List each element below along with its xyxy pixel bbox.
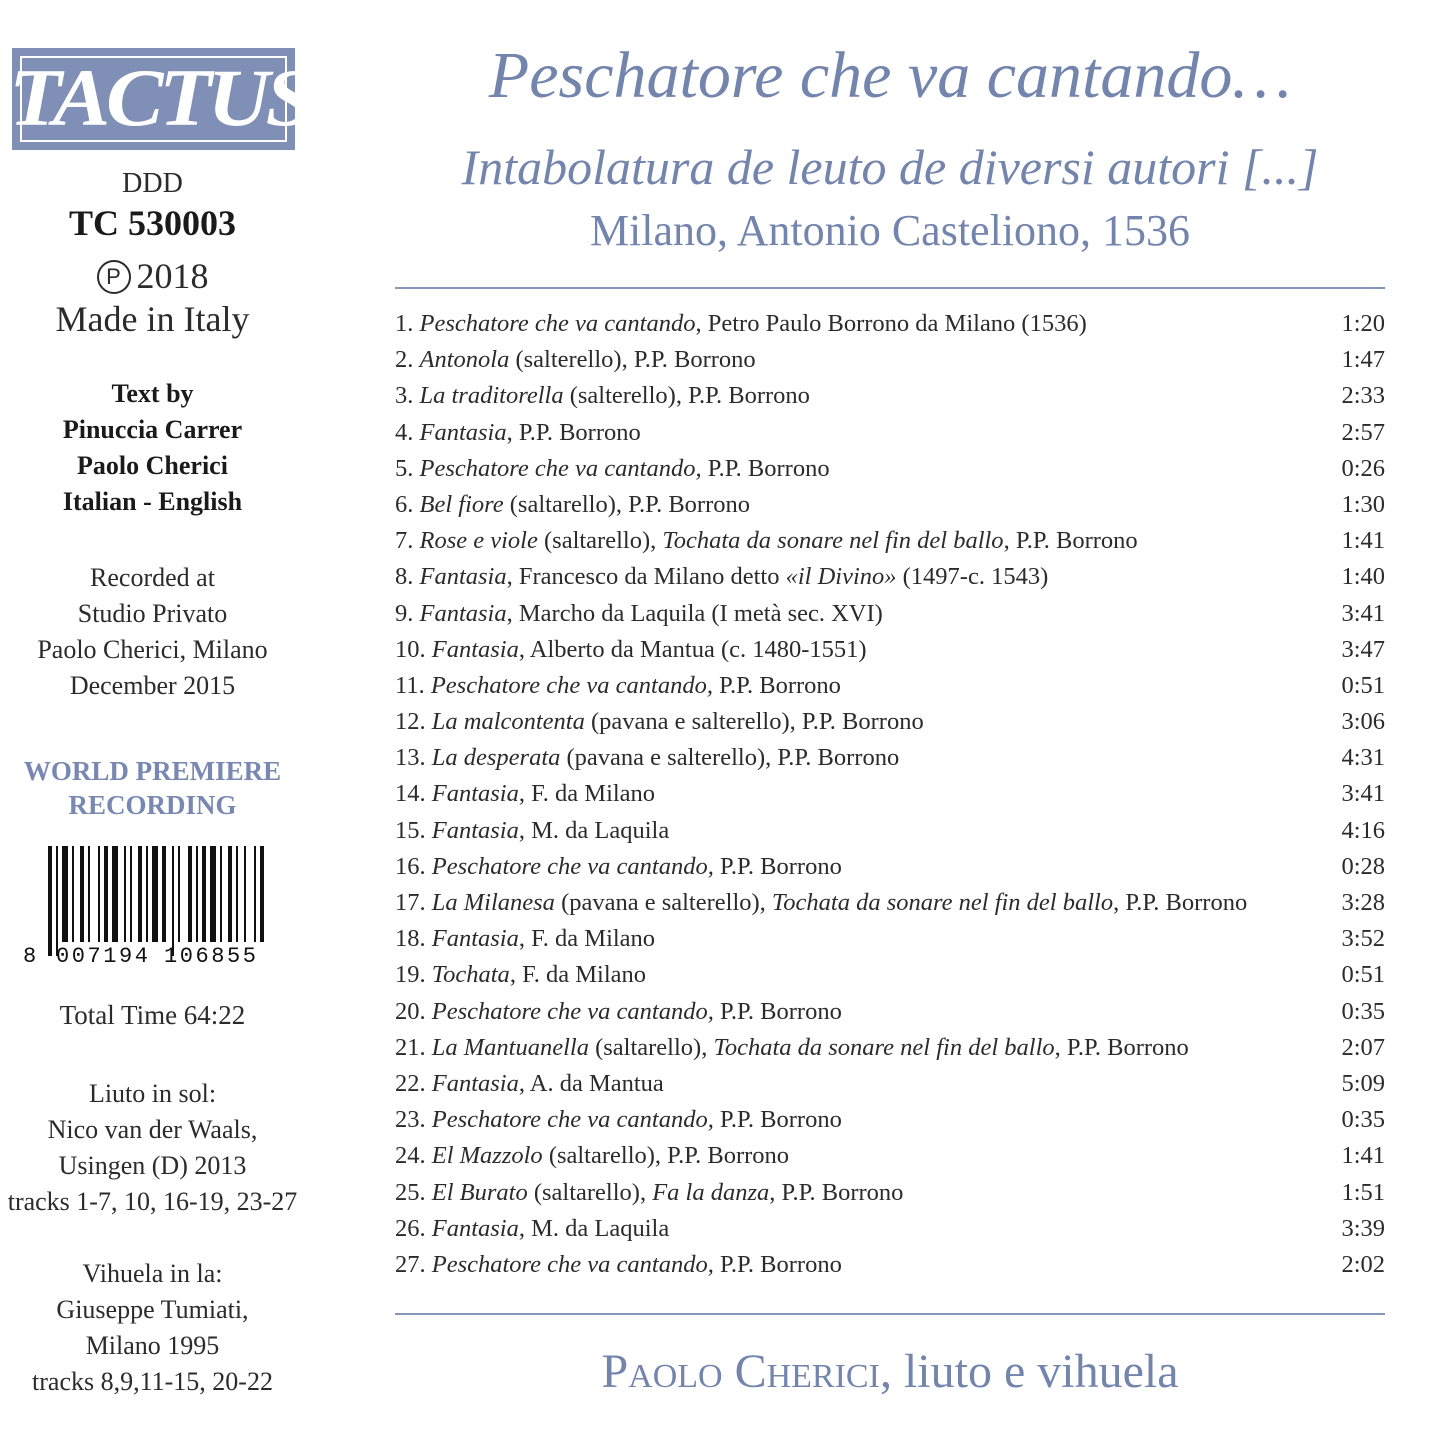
performer-credit [395, 1344, 1385, 1399]
track-title-text: 26. [395, 1214, 432, 1242]
track-title [395, 451, 830, 487]
track-title-text: , P.P. Borrono [1003, 527, 1138, 555]
track-title-text: P.P. Borrono [713, 852, 842, 880]
track-row [395, 378, 1385, 414]
track-title-text: (saltarello), [537, 527, 663, 555]
track-title-text: 17. [395, 889, 432, 916]
track-row [395, 559, 1385, 595]
track-title-text: 18. [395, 925, 432, 953]
track-title-italic: Fantasia [431, 816, 519, 844]
track-row [395, 342, 1385, 378]
phonogram-icon: P [97, 260, 131, 294]
track-row [395, 1247, 1385, 1283]
track-title-italic: Peschatore che va cantando, [419, 454, 702, 482]
copyright-line [0, 255, 305, 297]
format-label: DDD [122, 168, 183, 199]
track-title-italic: «il Divino» [785, 563, 897, 591]
track-title-italic: Peschatore che va cantando, [431, 1250, 714, 1278]
barcode-bar [162, 846, 166, 942]
track-title-text: , P.P. Borrono [1113, 889, 1248, 916]
track-title-text: 22. [395, 1069, 432, 1097]
track-row [395, 740, 1385, 776]
barcode-bar [98, 846, 100, 942]
barcode-bar [88, 846, 90, 942]
track-duration: 0:35 [1341, 997, 1385, 1025]
track-title [395, 1211, 669, 1247]
barcode-bar [62, 846, 68, 942]
barcode-bar [220, 846, 222, 942]
tactus-logo [9, 48, 310, 150]
track-duration: 3:52 [1341, 925, 1385, 953]
track-title-text: 1. [395, 310, 420, 337]
track-title-text: 12. [395, 708, 432, 736]
track-title [395, 885, 1247, 921]
text-credits [0, 376, 305, 520]
track-title-text: P.P. Borrono [712, 671, 841, 699]
track-title-text: (saltarello), [527, 1178, 653, 1206]
track-title-italic: Peschatore che va cantando, [431, 852, 714, 880]
track-duration: 2:02 [1341, 1250, 1385, 1278]
recording-info [0, 560, 305, 704]
text-credit-line: Paolo Cherici [77, 451, 228, 480]
track-row [395, 451, 1385, 487]
track-title-text: 9. [395, 599, 420, 627]
track-title-italic: El Burato [431, 1178, 528, 1206]
track-title-italic: El Mazzolo [431, 1142, 543, 1170]
track-title-italic: La desperata [431, 744, 561, 772]
barcode-bars [48, 846, 264, 956]
track-title-text: (pavana e salterello), P.P. Borrono [560, 744, 900, 772]
track-title-text: , M. da Laquila [518, 1214, 670, 1242]
track-row [395, 994, 1385, 1030]
text-credit-line: Italian - English [62, 487, 243, 516]
track-title-italic: Peschatore che va cantando, [430, 671, 713, 699]
track-title-text: P.P. Borrono [701, 454, 830, 482]
track-title [395, 776, 655, 812]
barcode-bar [178, 846, 180, 942]
track-title-italic: La Milanesa [431, 889, 555, 916]
track-title-text: , Marcho da Laquila (I metà sec. XVI) [506, 599, 883, 627]
track-list [395, 306, 1385, 1283]
track-duration: 2:33 [1341, 382, 1385, 410]
barcode-digits-left: 007194 [56, 944, 148, 969]
track-title-italic: Fantasia [419, 599, 507, 627]
track-duration: 2:07 [1341, 1033, 1385, 1061]
track-duration: 1:30 [1341, 490, 1385, 518]
barcode-bar [254, 846, 256, 942]
track-title [395, 1030, 1189, 1066]
track-title-text: 2. [395, 346, 420, 374]
track-title-text: 15. [395, 816, 432, 844]
vihuela-line: tracks 8,9,11-15, 20-22 [32, 1367, 273, 1396]
liuto-line: Nico van der Waals, [47, 1115, 258, 1144]
track-row [395, 1211, 1385, 1247]
track-title-italic: Fantasia [431, 1069, 519, 1097]
track-title [395, 994, 842, 1030]
track-title [395, 1247, 842, 1283]
track-title-italic: Tochata da sonare nel fin del ballo [662, 527, 1004, 555]
track-title-italic: Fantasia [431, 1214, 519, 1242]
barcode-digits-right: 106855 [164, 944, 256, 969]
track-duration: 5:09 [1341, 1069, 1385, 1097]
track-duration: 0:51 [1341, 671, 1385, 699]
track-title-text: P.P. Borrono [713, 1106, 842, 1134]
track-row [395, 1066, 1385, 1102]
track-title [395, 306, 1087, 342]
track-duration: 3:41 [1341, 599, 1385, 627]
track-row [395, 1175, 1385, 1211]
track-row [395, 415, 1385, 451]
track-title [395, 1102, 842, 1138]
track-title-text: , F. da Milano [518, 780, 656, 808]
track-duration: 0:26 [1341, 454, 1385, 482]
track-title-text: , M. da Laquila [518, 816, 670, 844]
track-title [395, 632, 867, 668]
track-title-text: , Alberto da Mantua (c. 1480-1551) [518, 635, 867, 663]
track-duration: 0:35 [1341, 1106, 1385, 1134]
barcode [18, 844, 278, 974]
track-title-text: P.P. Borrono [713, 997, 842, 1025]
track-title [395, 378, 810, 414]
track-row [395, 776, 1385, 812]
track-title-text: 3. [395, 382, 420, 410]
track-title-italic: Tochata da sonare nel fin del ballo [771, 889, 1114, 916]
track-title-text: (saltarello), P.P. Borrono [503, 490, 750, 518]
barcode-bar [72, 846, 74, 942]
album-title: Peschatore che va cantando… [488, 39, 1292, 112]
track-title [395, 668, 841, 704]
track-duration: 4:16 [1341, 816, 1385, 844]
track-title-italic: La traditorella [419, 382, 564, 410]
track-title [395, 957, 646, 993]
barcode-bar [196, 846, 198, 942]
track-duration: 3:41 [1341, 780, 1385, 808]
track-title-text: , P.P. Borrono [1054, 1033, 1189, 1061]
barcode-bar [210, 846, 216, 942]
track-title-text: (salterello), P.P. Borrono [563, 382, 810, 410]
logo-text: TACTUS [9, 52, 310, 143]
track-title-italic: Peschatore che va cantando [419, 310, 696, 337]
track-duration: 3:06 [1341, 708, 1385, 736]
barcode-bar [202, 846, 206, 942]
barcode-bar [244, 846, 246, 942]
track-row [395, 487, 1385, 523]
premiere-line: RECORDING [68, 790, 237, 820]
track-title-text: (pavana e salterello), P.P. Borrono [584, 708, 924, 736]
track-title [395, 415, 641, 451]
track-row [395, 1102, 1385, 1138]
track-row [395, 849, 1385, 885]
track-title-text: 19. [395, 961, 432, 989]
barcode-bar [146, 846, 148, 942]
track-title-text: 13. [395, 744, 432, 772]
track-title-text: , Francesco da Milano detto [506, 563, 786, 591]
text-credit-line: Text by [111, 379, 194, 408]
track-duration: 1:51 [1341, 1178, 1385, 1206]
track-title-italic: Fantasia [419, 563, 507, 591]
track-duration: 1:47 [1341, 346, 1385, 374]
premiere-line: WORLD PREMIERE [23, 756, 282, 786]
track-title [395, 523, 1138, 559]
barcode-bar [104, 846, 108, 942]
track-title-text: 5. [395, 454, 420, 482]
liuto-line: Liuto in sol: [88, 1079, 217, 1108]
recording-line: December 2015 [69, 671, 236, 700]
total-time: Total Time 64:22 [59, 1000, 246, 1030]
barcode-bar [228, 846, 232, 942]
vihuela-line: Giuseppe Tumiati, [56, 1295, 249, 1324]
track-duration: 0:51 [1341, 961, 1385, 989]
track-duration: 3:47 [1341, 635, 1385, 663]
track-title-italic: Tochata [431, 961, 510, 989]
track-title-text: 6. [395, 490, 420, 518]
track-title-italic: Bel fiore [419, 490, 504, 518]
barcode-bar [152, 846, 158, 942]
track-row [395, 704, 1385, 740]
track-title-text: 14. [395, 780, 432, 808]
track-duration: 1:20 [1341, 310, 1385, 337]
track-title-text: 11. [395, 671, 431, 699]
recording-line: Paolo Cherici, Milano [37, 635, 268, 664]
track-title [395, 1066, 664, 1102]
track-row [395, 921, 1385, 957]
track-row [395, 813, 1385, 849]
track-title-text: 8. [395, 563, 420, 591]
barcode-bar [124, 846, 126, 942]
text-credit-line: Pinuccia Carrer [62, 415, 243, 444]
track-row [395, 596, 1385, 632]
track-title [395, 740, 899, 776]
track-title [395, 849, 842, 885]
track-title [395, 342, 756, 378]
liuto-info [0, 1076, 305, 1220]
track-title [395, 1138, 789, 1174]
track-title [395, 487, 750, 523]
track-title-text: 25. [395, 1178, 432, 1206]
track-title-italic: Peschatore che va cantando, [431, 1106, 714, 1134]
track-row [395, 306, 1385, 342]
liuto-line: tracks 1-7, 10, 16-19, 23-27 [7, 1187, 298, 1216]
barcode-bar [56, 846, 58, 956]
track-title-italic: Fa la danza [652, 1178, 770, 1206]
track-row [395, 1030, 1385, 1066]
track-row [395, 957, 1385, 993]
track-title-text: (saltarello), [588, 1033, 714, 1061]
track-title-text: 21. [395, 1033, 432, 1061]
track-title-text: 20. [395, 997, 432, 1025]
track-title-text: (pavana e salterello), [554, 889, 772, 916]
track-title-text: P.P. Borrono [713, 1250, 842, 1278]
track-title [395, 704, 924, 740]
barcode-bar [260, 846, 264, 942]
divider-top [395, 287, 1385, 289]
track-title-text: 10. [395, 635, 432, 663]
track-title-text: , A. da Mantua [518, 1069, 664, 1097]
track-row [395, 632, 1385, 668]
track-row [395, 523, 1385, 559]
track-title-italic: La malcontenta [431, 708, 585, 736]
track-title-text: 7. [395, 527, 420, 555]
track-title-text: , Petro Paulo Borrono da Milano (1536) [695, 310, 1087, 337]
track-title-italic: Fantasia [431, 925, 519, 953]
recording-line: Studio Privato [77, 599, 228, 628]
track-title-text: 16. [395, 852, 432, 880]
barcode-bar [80, 846, 84, 942]
track-title-italic: Fantasia [419, 418, 507, 446]
vihuela-line: Vihuela in la: [82, 1259, 223, 1288]
track-row [395, 885, 1385, 921]
track-title-italic: Fantasia [431, 780, 519, 808]
track-duration: 1:40 [1341, 563, 1385, 591]
barcode-bar [138, 846, 142, 942]
performer-role: , liuto e vihuela [879, 1345, 1179, 1398]
track-title-italic: Peschatore che va cantando, [431, 997, 714, 1025]
barcode-digit-lead: 8 [23, 944, 37, 969]
track-title-italic: La Mantuanella [431, 1033, 589, 1061]
catalog-number: TC 530003 [68, 203, 236, 243]
track-title [395, 1175, 903, 1211]
track-title-text: (saltarello), P.P. Borrono [542, 1142, 790, 1170]
album-imprint: Milano, Antonio Casteliono, 1536 [589, 206, 1191, 255]
track-title-text: , F. da Milano [518, 925, 656, 953]
made-in: Made in Italy [55, 299, 250, 339]
performer-name: Paolo Cherici [601, 1345, 880, 1398]
track-duration: 2:57 [1341, 418, 1385, 446]
divider-bottom [395, 1313, 1385, 1315]
track-duration: 1:41 [1341, 1142, 1385, 1170]
barcode-bar [236, 846, 238, 942]
track-row [395, 668, 1385, 704]
barcode-bar [112, 846, 118, 942]
track-duration: 4:31 [1341, 744, 1385, 772]
track-title-text: 23. [395, 1106, 432, 1134]
track-title-text: (salterello), P.P. Borrono [509, 346, 756, 374]
recording-line: Recorded at [90, 563, 215, 592]
track-title [395, 813, 669, 849]
track-title-italic: Fantasia [431, 635, 519, 663]
track-title [395, 921, 655, 957]
track-title-text: , P.P. Borrono [506, 418, 641, 446]
vihuela-info [0, 1256, 305, 1400]
track-title-text: (1497-c. 1543) [896, 563, 1049, 591]
track-title-italic: Tochata da sonare nel fin del ballo [713, 1033, 1055, 1061]
track-duration: 1:41 [1341, 527, 1385, 555]
track-row [395, 1138, 1385, 1174]
world-premiere-label [0, 754, 305, 822]
barcode-bar [130, 846, 132, 942]
track-title-text: 4. [395, 418, 420, 446]
track-title-italic: Antonola [419, 346, 510, 374]
album-subtitle: Intabolatura de leuto de diversi autori [...] [461, 139, 1319, 195]
track-title-text: 24. [395, 1142, 432, 1170]
track-title [395, 596, 883, 632]
barcode-bar [48, 846, 52, 956]
track-title [395, 559, 1048, 595]
track-title-text: 27. [395, 1250, 432, 1278]
barcode-bar [188, 846, 192, 942]
liuto-line: Usingen (D) 2013 [58, 1151, 247, 1180]
vihuela-line: Milano 1995 [85, 1331, 220, 1360]
track-title-italic: Rose e viole [419, 527, 538, 555]
track-duration: 0:28 [1341, 852, 1385, 880]
track-title-text: , P.P. Borrono [769, 1178, 904, 1206]
copyright-year: 2018 [136, 256, 209, 296]
track-duration: 3:28 [1341, 889, 1385, 916]
barcode-bar [172, 846, 174, 956]
track-title-text: , F. da Milano [509, 961, 646, 989]
track-duration: 3:39 [1341, 1214, 1385, 1242]
